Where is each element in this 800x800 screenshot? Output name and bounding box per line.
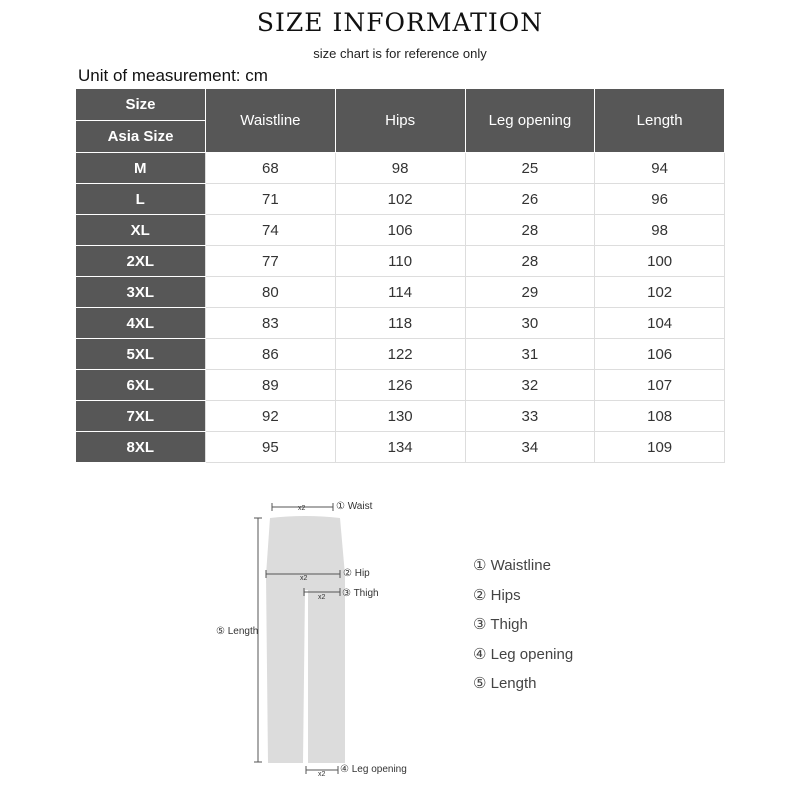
- size-cell: 4XL: [76, 308, 206, 339]
- value-cell: 26: [465, 184, 595, 215]
- legend-length: ⑤ Length: [473, 675, 537, 692]
- size-header: Size: [76, 89, 206, 121]
- value-cell: 130: [335, 401, 465, 432]
- value-cell: 110: [335, 246, 465, 277]
- value-cell: 30: [465, 308, 595, 339]
- value-cell: 80: [206, 277, 336, 308]
- legend-thigh: ③ Thigh: [473, 616, 528, 633]
- value-cell: 77: [206, 246, 336, 277]
- hip-label: ② Hip: [343, 568, 370, 579]
- unit-label: Unit of measurement: cm: [78, 66, 268, 85]
- page-title: SIZE INFORMATION: [256, 8, 544, 37]
- value-cell: 100: [595, 246, 725, 277]
- value-cell: 71: [206, 184, 336, 215]
- x2-hip: x2: [300, 575, 308, 582]
- value-cell: 107: [595, 370, 725, 401]
- value-cell: 29: [465, 277, 595, 308]
- value-cell: 32: [465, 370, 595, 401]
- value-cell: 31: [465, 339, 595, 370]
- value-cell: 95: [206, 432, 336, 463]
- subtitle: size chart is for reference only: [313, 46, 487, 61]
- size-cell: 7XL: [76, 401, 206, 432]
- size-cell: L: [76, 184, 206, 215]
- size-cell: M: [76, 153, 206, 184]
- legend-hips: ② Hips: [473, 587, 521, 604]
- value-cell: 94: [595, 153, 725, 184]
- waist-label: ① Waist: [336, 501, 373, 512]
- value-cell: 102: [595, 277, 725, 308]
- value-cell: 33: [465, 401, 595, 432]
- value-cell: 104: [595, 308, 725, 339]
- value-cell: 96: [595, 184, 725, 215]
- size-cell: 3XL: [76, 277, 206, 308]
- value-cell: 28: [465, 246, 595, 277]
- value-cell: 68: [206, 153, 336, 184]
- value-cell: 74: [206, 215, 336, 246]
- value-cell: 92: [206, 401, 336, 432]
- value-cell: 114: [335, 277, 465, 308]
- pants-shape: [266, 516, 345, 763]
- header-length: Length: [595, 89, 725, 153]
- value-cell: 106: [335, 215, 465, 246]
- value-cell: 122: [335, 339, 465, 370]
- x2-leg: x2: [318, 771, 326, 778]
- value-cell: 102: [335, 184, 465, 215]
- header-waistline: Waistline: [206, 89, 336, 153]
- value-cell: 25: [465, 153, 595, 184]
- value-cell: 108: [595, 401, 725, 432]
- size-cell: XL: [76, 215, 206, 246]
- value-cell: 89: [206, 370, 336, 401]
- size-cell: 5XL: [76, 339, 206, 370]
- length-label: ⑤ Length: [216, 626, 259, 637]
- value-cell: 106: [595, 339, 725, 370]
- x2-waist: x2: [298, 505, 306, 512]
- legend-waistline: ① Waistline: [473, 557, 551, 574]
- thigh-label: ③ Thigh: [342, 588, 379, 599]
- value-cell: 83: [206, 308, 336, 339]
- value-cell: 118: [335, 308, 465, 339]
- value-cell: 28: [465, 215, 595, 246]
- value-cell: 86: [206, 339, 336, 370]
- value-cell: 98: [595, 215, 725, 246]
- value-cell: 98: [335, 153, 465, 184]
- header-leg-opening: Leg opening: [465, 89, 595, 153]
- legend-leg-opening: ④ Leg opening: [473, 646, 574, 663]
- value-cell: 34: [465, 432, 595, 463]
- header-hips: Hips: [335, 89, 465, 153]
- size-cell: 2XL: [76, 246, 206, 277]
- x2-thigh: x2: [318, 594, 326, 601]
- leg-opening-label: ④ Leg opening: [340, 764, 407, 775]
- value-cell: 126: [335, 370, 465, 401]
- value-cell: 109: [595, 432, 725, 463]
- size-cell: 6XL: [76, 370, 206, 401]
- asia-size-header: Asia Size: [76, 121, 206, 153]
- value-cell: 134: [335, 432, 465, 463]
- size-cell: 8XL: [76, 432, 206, 463]
